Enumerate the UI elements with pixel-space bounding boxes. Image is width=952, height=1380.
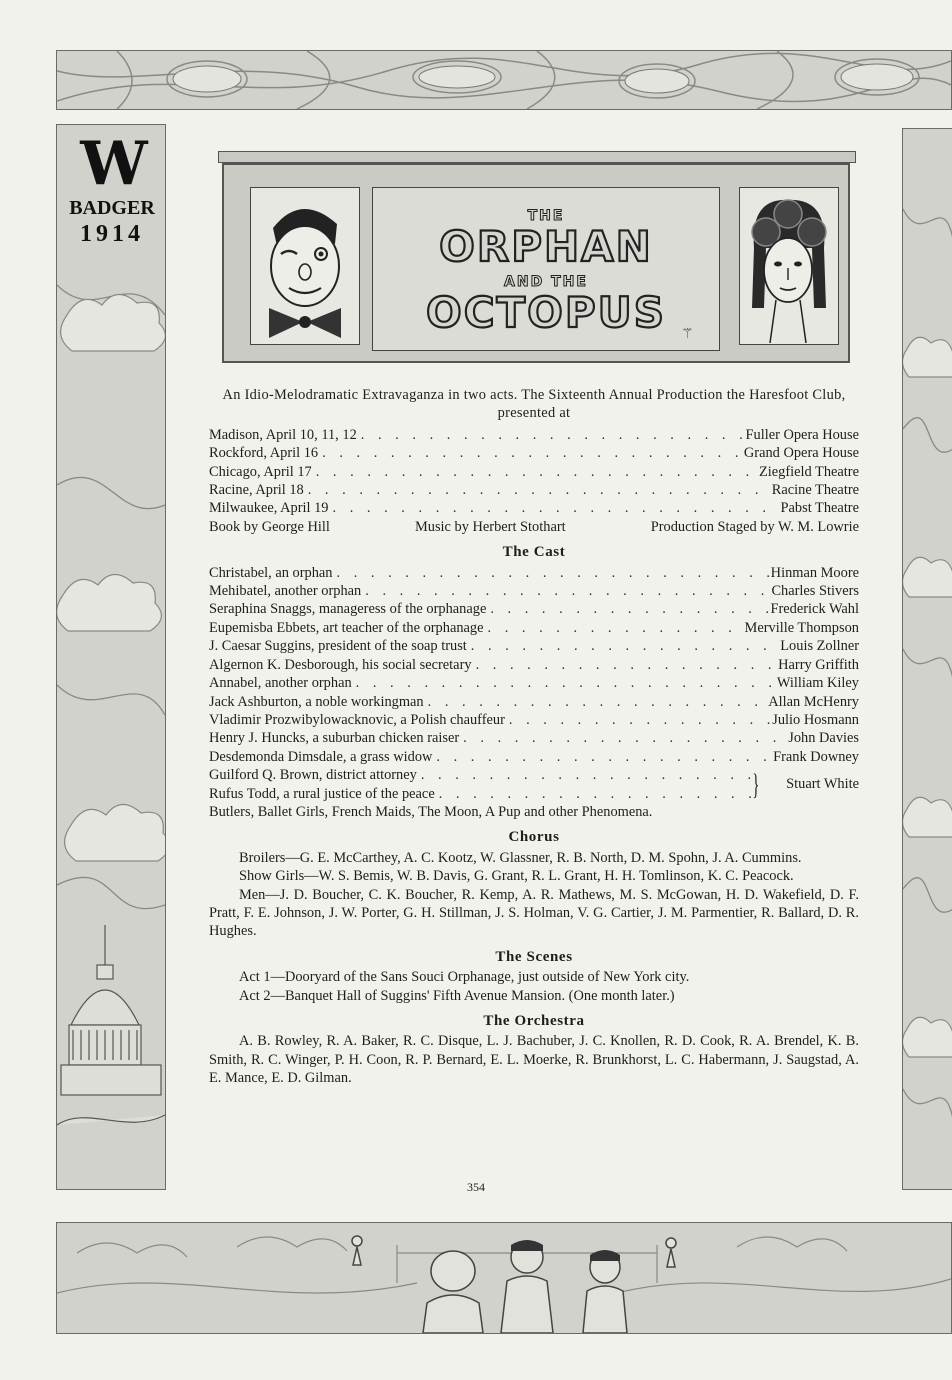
venue-row bbox=[209, 499, 859, 517]
cast-role: Rufus Todd, a rural justice of the peace bbox=[209, 785, 435, 802]
banner-panel bbox=[222, 163, 850, 363]
banner-shelf bbox=[218, 151, 856, 163]
cast-row bbox=[209, 711, 859, 729]
staging-credit: Production Staged by W. M. Lowrie bbox=[650, 518, 859, 535]
leader-dots bbox=[472, 656, 777, 674]
leader-dots bbox=[435, 785, 759, 803]
leader-dots bbox=[329, 499, 779, 517]
cast-row bbox=[209, 748, 859, 766]
leader-dots bbox=[467, 637, 778, 655]
cast-row bbox=[209, 582, 859, 600]
shared-role-block bbox=[209, 766, 859, 803]
title-octopus: OCTOPUS bbox=[425, 288, 667, 337]
scene-act-2: Act 2—Banquet Hall of Suggins' Fifth Avenue Mansion. (One month later.) bbox=[239, 987, 675, 1004]
cast-actor: John Davies bbox=[788, 730, 859, 747]
scene-act-1: Act 1—Dooryard of the Sans Souci Orphanage, just outside of New York city. bbox=[239, 969, 690, 986]
venue-theatre: Pabst Theatre bbox=[780, 500, 859, 517]
cast-role: J. Caesar Suggins, president of the soap trust bbox=[209, 638, 467, 655]
artist-monogram: ⚚ bbox=[681, 327, 694, 342]
cast-actor: Allan McHenry bbox=[768, 693, 859, 710]
right-decorative-column bbox=[902, 128, 952, 1190]
venue-theatre: Grand Opera House bbox=[743, 445, 859, 462]
venue-theatre: Ziegfield Theatre bbox=[758, 463, 859, 480]
bottom-decorative-band bbox=[56, 1222, 952, 1334]
masthead-year: 1914 bbox=[80, 221, 144, 247]
leader-dots bbox=[312, 463, 757, 481]
winking-man-portrait bbox=[250, 187, 360, 345]
chorus-broilers: Broilers—G. E. McCarthey, A. C. Kootz, W. Glassner, R. B. North, D. M. Spohn, J. A. Cummins. bbox=[239, 849, 802, 866]
cast-row bbox=[209, 656, 859, 674]
venue-place: Chicago, April 17 bbox=[209, 463, 312, 480]
book-credit: Book by George Hill bbox=[209, 518, 330, 535]
cast-role: Annabel, another orphan bbox=[209, 675, 352, 692]
extras-line: Butlers, Ballet Girls, French Maids, The Moon, A Pup and other Phenomena. bbox=[209, 803, 653, 820]
leader-dots bbox=[417, 766, 759, 784]
venue-row bbox=[209, 463, 859, 481]
brace-bracket: } bbox=[751, 768, 759, 802]
venue-theatre: Fuller Opera House bbox=[745, 426, 859, 443]
cast-actor: Julio Hosmann bbox=[772, 711, 859, 728]
cast-actor: Charles Stivers bbox=[771, 583, 859, 600]
leader-dots bbox=[333, 564, 769, 582]
cast-actor: William Kiley bbox=[776, 675, 859, 692]
title-the: THE bbox=[527, 208, 565, 224]
leader-dots bbox=[486, 600, 768, 618]
clouds-illustration bbox=[903, 129, 952, 1189]
program-text bbox=[209, 386, 859, 1088]
top-decorative-band bbox=[56, 50, 952, 110]
cast-actor: Frank Downey bbox=[773, 748, 859, 765]
cast-role: Seraphina Snaggs, manageress of the orphanage bbox=[209, 601, 487, 618]
venue-theatre: Racine Theatre bbox=[771, 482, 859, 499]
cast-role: Eupemisba Ebbets, art teacher of the orphanage bbox=[209, 619, 484, 636]
tennis-scene-illustration bbox=[57, 1223, 951, 1333]
scenes-heading: The Scenes bbox=[495, 948, 573, 965]
cast-actor: Louis Zollner bbox=[780, 638, 859, 655]
cast-role: Jack Ashburton, a noble workingman bbox=[209, 693, 424, 710]
cast-row bbox=[209, 729, 859, 747]
title-banner bbox=[218, 151, 856, 364]
leader-dots bbox=[432, 748, 771, 766]
page-number: 354 bbox=[467, 1180, 485, 1194]
cast-row bbox=[209, 619, 859, 637]
orchestra-heading: The Orchestra bbox=[483, 1013, 585, 1029]
venue-place: Racine, April 18 bbox=[209, 482, 304, 499]
chorus-heading: Chorus bbox=[508, 829, 560, 846]
leader-dots bbox=[361, 582, 769, 600]
orchestra-members: A. B. Rowley, R. A. Baker, R. C. Disque, L. J. Bachuber, J. C. Knollen, R. D. Cook, R. A. Brendel, K. B. Smith, R. C. Winger, P. H. Coon, R. P. Bernard, E. L. Moerke, R. Brunkhorst, L. C. Habermann, J. Saugstad, A. E. Mance, E. D. Gilman. bbox=[209, 1033, 859, 1087]
left-decorative-column bbox=[56, 124, 166, 1190]
leader-dots bbox=[352, 674, 775, 692]
cast-row bbox=[209, 637, 859, 655]
masthead-badger: BADGER bbox=[69, 197, 155, 219]
credits-line bbox=[209, 518, 859, 536]
cast-actor: Stuart White bbox=[786, 776, 859, 793]
cast-row bbox=[209, 674, 859, 692]
chorus-men: Men—J. D. Boucher, C. K. Boucher, R. Kemp, A. R. Mathews, M. S. McGowan, H. D. Wakefield, D. F. Pratt, F. E. Johnson, J. W. Porter, G. H. Stillman, J. S. Holman, V. G. Cartier, J. M. Parmentier, R. Ballard, D. R. Hughes. bbox=[209, 886, 859, 940]
clouds-and-capitol-illustration bbox=[57, 125, 165, 1189]
leader-dots bbox=[505, 711, 770, 729]
cast-actor: Frederick Wahl bbox=[770, 601, 859, 618]
leader-dots bbox=[304, 481, 770, 499]
leader-dots bbox=[357, 426, 744, 444]
title-orphan: ORPHAN bbox=[439, 222, 653, 271]
cast-row bbox=[209, 693, 859, 711]
leader-dots bbox=[484, 619, 743, 637]
venue-row bbox=[209, 426, 859, 444]
venue-row bbox=[209, 444, 859, 462]
cast-role: Henry J. Huncks, a suburban chicken raiser bbox=[209, 730, 460, 747]
cast-row bbox=[209, 785, 859, 803]
chorus-show-girls: Show Girls—W. S. Bemis, W. B. Davis, G. Grant, R. L. Grant, H. H. Tomlinson, K. C. Peacock. bbox=[239, 868, 794, 885]
music-credit: Music by Herbert Stothart bbox=[414, 518, 566, 535]
leader-dots bbox=[424, 693, 767, 711]
leader-dots bbox=[459, 729, 786, 747]
woman-portrait bbox=[739, 187, 839, 345]
leader-dots bbox=[318, 444, 742, 462]
masthead-letter: W bbox=[80, 129, 148, 199]
cast-role: Vladimir Prozwibylowacknovic, a Polish chauffeur bbox=[209, 711, 505, 728]
title-panel bbox=[372, 187, 720, 351]
cast-actor: Hinman Moore bbox=[770, 564, 859, 581]
foliage-illustration bbox=[57, 51, 951, 109]
cast-row bbox=[209, 766, 859, 784]
title-and-the: AND THE bbox=[504, 274, 588, 290]
venue-place: Milwaukee, April 19 bbox=[209, 500, 329, 517]
cast-actor: Harry Griffith bbox=[778, 656, 859, 673]
cast-row bbox=[209, 564, 859, 582]
cast-role: Christabel, an orphan bbox=[209, 564, 333, 581]
intro-text: An Idio-Melodramatic Extravaganza in two acts. The Sixteenth Annual Production the Haresfoot Club, presented at bbox=[222, 387, 846, 422]
cast-role: Algernon K. Desborough, his social secretary bbox=[209, 656, 472, 673]
cast-row bbox=[209, 600, 859, 618]
venue-row bbox=[209, 481, 859, 499]
cast-list bbox=[209, 564, 859, 803]
cast-heading: The Cast bbox=[502, 544, 566, 561]
venue-place: Rockford, April 16 bbox=[209, 445, 319, 462]
cast-actor: Merville Thompson bbox=[744, 619, 859, 636]
cast-role: Guilford Q. Brown, district attorney bbox=[209, 767, 417, 784]
cast-role: Mehibatel, another orphan bbox=[209, 583, 362, 600]
venue-place: Madison, April 10, 11, 12 bbox=[209, 426, 357, 443]
venue-list bbox=[209, 426, 859, 518]
cast-role: Desdemonda Dimsdale, a grass widow bbox=[209, 748, 433, 765]
